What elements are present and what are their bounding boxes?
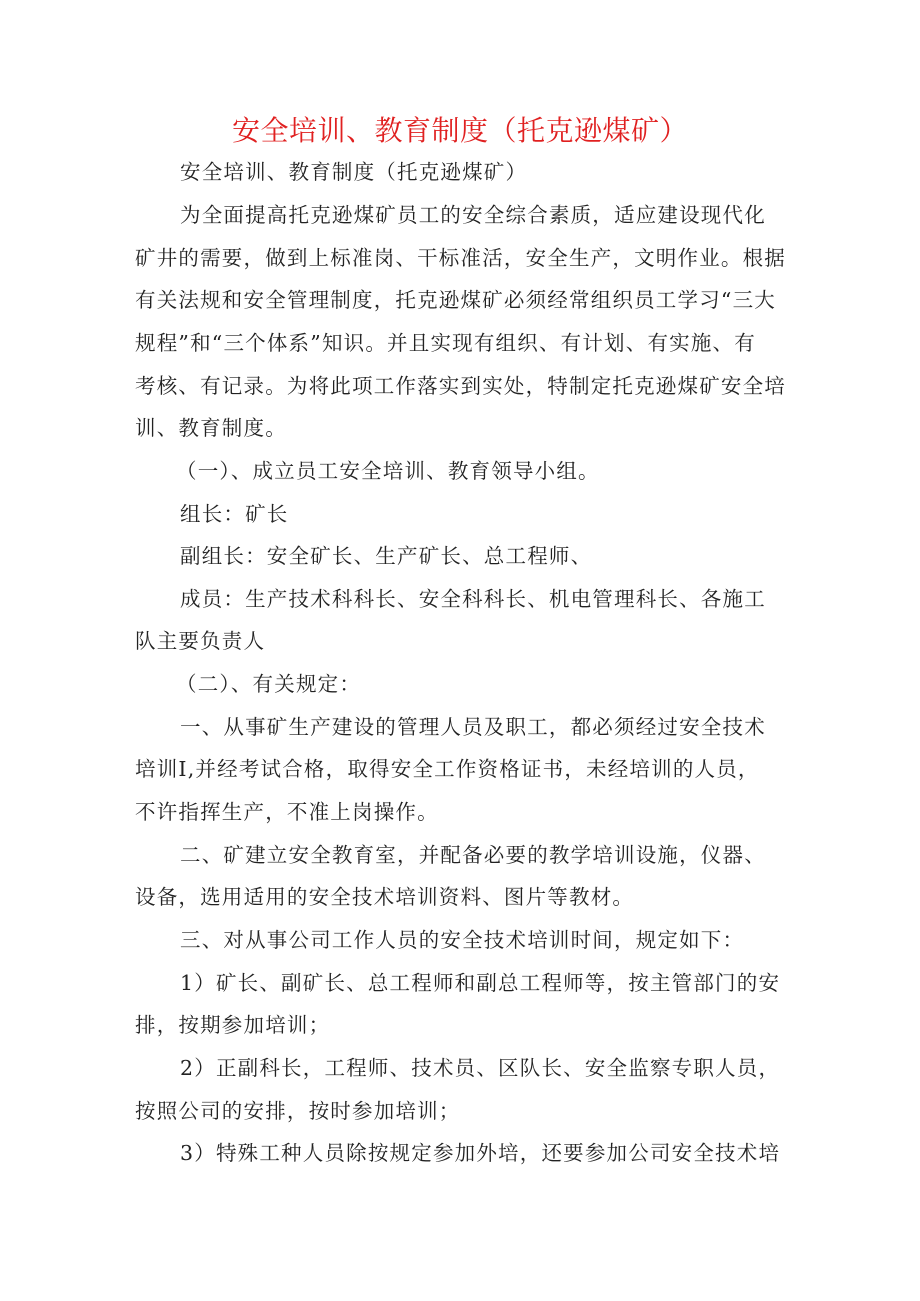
paragraph-line: 一、从事矿生产建设的管理人员及职工，都必须经过安全技术 (180, 715, 766, 739)
document-title: 安全培训、教育制度（托克逊煤矿） (231, 114, 688, 147)
paragraph-line: 有关法规和安全管理制度，托克逊煤矿必须经常组织员工学习“三大 (135, 288, 776, 312)
subtitle-line: 安全培训、教育制度（托克逊煤矿） (180, 160, 528, 184)
paragraph-line: 成员：生产技术科科长、安全科科长、机电管理科长、各施工 (180, 587, 766, 611)
paragraph-line: 组长：矿长 (180, 502, 289, 526)
paragraph-line: 矿井的需要，做到上标准岗、干标准活，安全生产，文明作业。根据 (135, 246, 786, 270)
paragraph-line: 按照公司的安排，按时参加培训； (135, 1099, 461, 1123)
section-heading: （二）、有关规定： (176, 672, 362, 696)
paragraph-line: 队主要负责人 (135, 629, 266, 653)
paragraph-line: 排，按期参加培训； (135, 1013, 331, 1037)
paragraph-line: 为全面提高托克逊煤矿员工的安全综合素质，适应建设现代化 (180, 203, 766, 227)
paragraph-line: 1）矿长、副矿长、总工程师和副总工程师等，按主管部门的安 (180, 971, 781, 995)
paragraph-line: 设备，选用适用的安全技术培训资料、图片等教材。 (135, 885, 635, 909)
paragraph-line: 2）正副科长，工程师、技术员、区队长、安全监察专职人员， (180, 1056, 781, 1080)
paragraph-line: 培训Ⅰ,并经考试合格，取得安全工作资格证书，未经培训的人员， (135, 757, 760, 781)
paragraph-line: 不许指挥生产，不准上岗操作。 (135, 800, 439, 824)
paragraph-line: 考核、有记录。为将此项工作落实到实处，特制定托克逊煤矿安全培 (135, 374, 786, 398)
paragraph-line: 训、教育制度。 (135, 416, 287, 440)
paragraph-line: 二、矿建立安全教育室，并配备必要的教学培训设施，仪器、 (180, 843, 766, 867)
section-heading: （一）、成立员工安全培训、教育领导小组。 (176, 459, 600, 483)
paragraph-line: 副组长：安全矿长、生产矿长、总工程师、 (180, 544, 593, 568)
paragraph-line: 规程”和“三个体系”知识。并且实现有组织、有计划、有实施、有 (135, 331, 756, 355)
paragraph-line: 三、对从事公司工作人员的安全技术培训时间，规定如下： (180, 928, 745, 952)
paragraph-line: 3）特殊工种人员除按规定参加外培，还要参加公司安全技术培 (180, 1141, 781, 1165)
